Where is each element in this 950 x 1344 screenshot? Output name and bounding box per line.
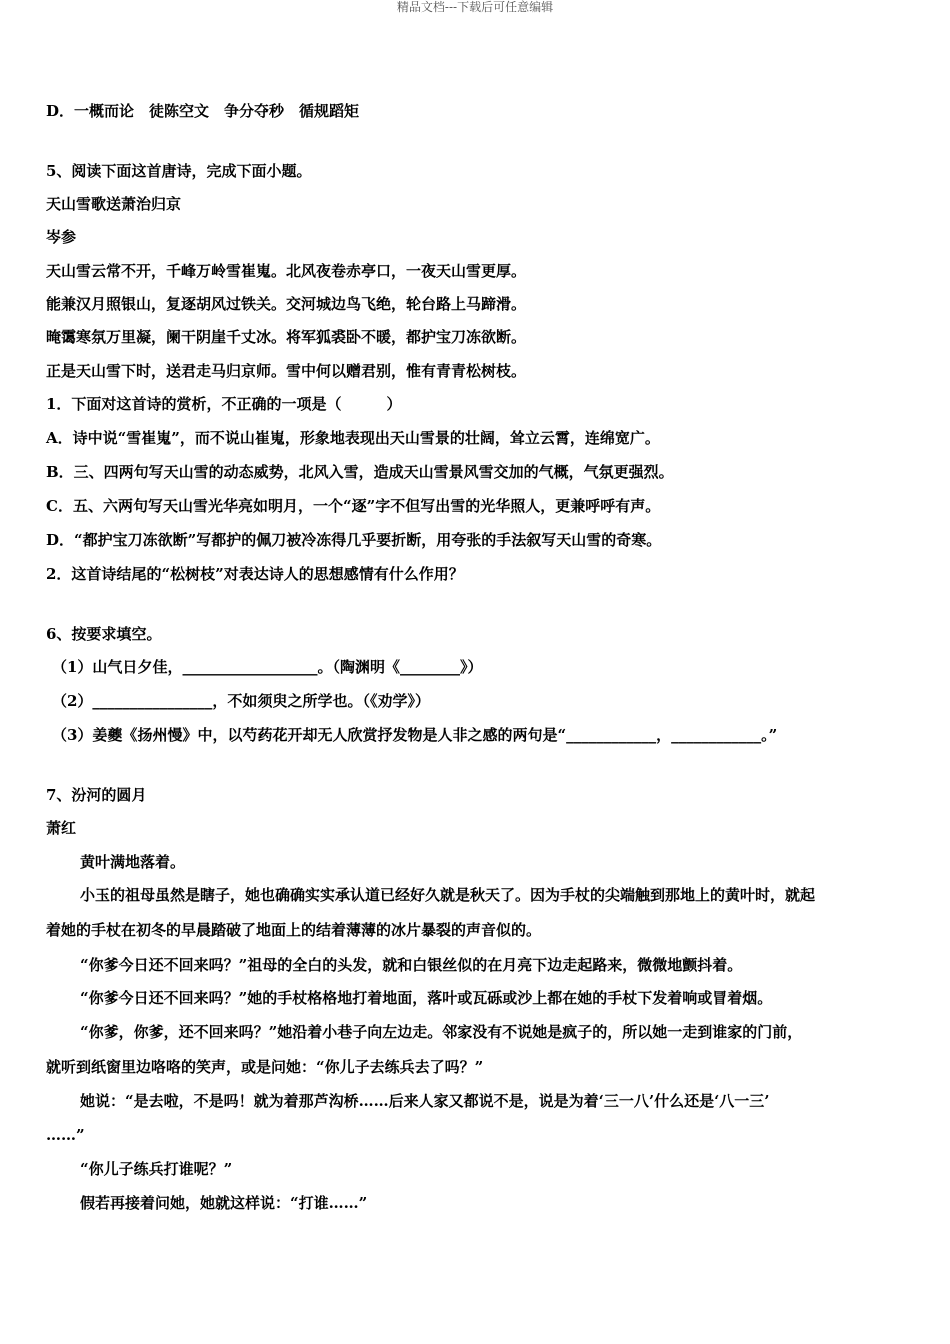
essay-paragraph-7: “你儿子练兵打谁呢？”	[80, 1160, 233, 1178]
fill-blank-1: （1）山气日夕佳，__________________。（陶渊明《________》）	[52, 658, 483, 676]
essay-paragraph-6-cont: ……”	[46, 1126, 85, 1144]
poem-line-4: 正是天山雪下时，送君走马归京师。雪中何以赠君别，惟有青青松树枝。	[46, 362, 527, 380]
option-a: A．诗中说“雪崔嵬”，而不说山崔嵬，形象地表现出天山雪景的壮阔，耸立云霄，连绵宽广。	[46, 429, 660, 447]
poem-title: 天山雪歌送萧治归京	[46, 195, 182, 213]
poem-author: 岑参	[46, 228, 77, 246]
fill-blank-2: （2）________________，不如须臾之所学也。（《劝学》）	[52, 692, 430, 710]
sub-question-1: 1．下面对这首诗的赏析，不正确的一项是（ ）	[46, 395, 402, 413]
question-6-heading: 6、按要求填空。	[46, 625, 162, 643]
option-d-idioms: D．一概而论 徒陈空文 争分夺秒 循规蹈矩	[46, 102, 360, 120]
question-7-heading: 7、汾河的圆月	[46, 786, 147, 804]
poem-line-3: 晻霭寒氛万里凝，阑干阴崖千丈冰。将军狐裘卧不暖，都护宝刀冻欲断。	[46, 328, 527, 346]
sub-question-2: 2．这首诗结尾的“松树枝”对表达诗人的思想感情有什么作用？	[46, 565, 464, 583]
essay-paragraph-1: 黄叶满地落着。	[80, 853, 186, 871]
essay-paragraph-5-cont: 就听到纸窗里边咯咯的笑声，或是问她：“你儿子去练兵去了吗？”	[46, 1058, 484, 1076]
option-d: D．“都护宝刀冻欲断”写都护的佩刀被冷冻得几乎要折断，用夸张的手法叙写天山雪的奇寒。	[46, 531, 662, 549]
poem-line-2: 能兼汉月照银山，复逐胡风过铁关。交河城边鸟飞绝，轮台路上马蹄滑。	[46, 295, 527, 313]
essay-paragraph-5: “你爹，你爹，还不回来吗？”她沿着小巷子向左边走。邻家没有不说她是疯子的，所以她一走到谁家的门前，	[80, 1023, 803, 1041]
option-b: B．三、四两句写天山雪的动态威势，北风入雪，造成天山雪景风雪交加的气概，气氛更强烈。	[46, 463, 674, 481]
question-5-heading: 5、阅读下面这首唐诗，完成下面小题。	[46, 162, 312, 180]
option-c: C．五、六两句写天山雪光华亮如明月，一个“逐”字不但写出雪的光华照人，更兼呼呼有声。	[46, 497, 661, 515]
page-header: 精品文档---下载后可任意编辑	[396, 0, 554, 14]
essay-paragraph-6: 她说：“是去啦，不是吗！就为着那芦沟桥……后来人家又都说不是，说是为着‘三一八’什么还是‘八一三’	[80, 1092, 770, 1110]
fill-blank-3: （3）姜夔《扬州慢》中，以芍药花开却无人欣赏抒发物是人非之感的两句是“____________，____________。”	[52, 726, 778, 744]
essay-paragraph-8: 假若再接着问她，她就这样说：“打谁……”	[80, 1194, 368, 1212]
essay-author: 萧红	[46, 819, 77, 837]
essay-paragraph-2-cont: 着她的手杖在初冬的早晨踏破了地面上的结着薄薄的冰片暴裂的声音似的。	[46, 921, 542, 939]
essay-paragraph-3: “你爹今日还不回来吗？”祖母的全白的头发，就和白银丝似的在月亮下边走起路来，微微地颤抖着。	[80, 956, 743, 974]
poem-line-1: 天山雪云常不开，千峰万岭雪崔嵬。北风夜卷赤亭口，一夜天山雪更厚。	[46, 262, 527, 280]
essay-paragraph-4: “你爹今日还不回来吗？”她的手杖格格地打着地面，落叶或瓦砾或沙上都在她的手杖下发着响或冒着烟。	[80, 989, 773, 1007]
essay-paragraph-2: 小玉的祖母虽然是瞎子，她也确确实实承认道已经好久就是秋天了。因为手杖的尖端触到那地上的黄叶时，就起	[80, 886, 816, 904]
